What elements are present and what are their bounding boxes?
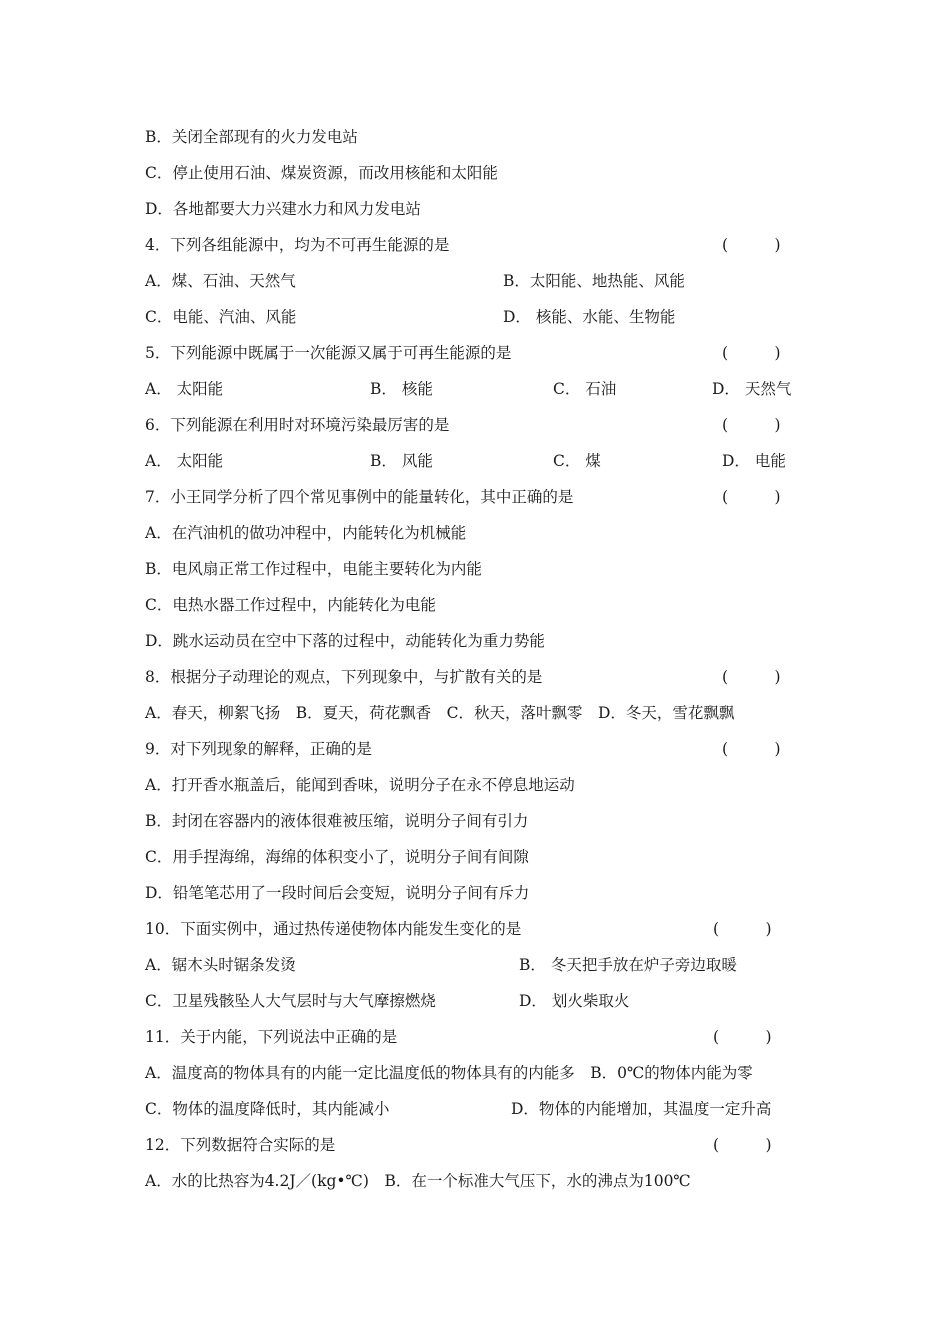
q9-stem: 9．对下列现象的解释，正确的是	[145, 740, 372, 758]
q5-answer-bracket: ( )	[722, 344, 781, 362]
q8-options: A．春天，柳絮飞扬 B．夏天，荷花飘香 C．秋天，落叶飘零 D．冬天，雪花飘飘	[145, 704, 735, 722]
q3-option-d: D．各地都要大力兴建水力和风力发电站	[145, 200, 421, 218]
q3-option-b: B．关闭全部现有的火力发电站	[145, 128, 358, 146]
q6-answer-bracket: ( )	[722, 416, 781, 434]
q4-stem: 4．下列各组能源中，均为不可再生能源的是	[145, 236, 450, 254]
q7-answer-bracket: ( )	[722, 488, 781, 506]
q6-option-a: A． 太阳能	[145, 452, 224, 470]
q7-option-d: D．跳水运动员在空中下落的过程中，动能转化为重力势能	[145, 632, 545, 650]
q4-option-d: D． 核能、水能、生物能	[503, 308, 676, 326]
q11-option-c: C．物体的温度降低时，其内能减小	[145, 1100, 390, 1118]
q11-stem: 11．关于内能，下列说法中正确的是	[145, 1028, 398, 1046]
q4-answer-bracket: ( )	[722, 236, 781, 254]
q9-answer-bracket: ( )	[722, 740, 781, 758]
q4-option-b: B．太阳能、地热能、风能	[503, 272, 685, 290]
q11-answer-bracket: ( )	[713, 1028, 772, 1046]
q7-stem: 7．小王同学分析了四个常见事例中的能量转化，其中正确的是	[145, 488, 574, 506]
q7-option-c: C．电热水器工作过程中，内能转化为电能	[145, 596, 436, 614]
q10-option-c: C．卫星残骸坠人大气层时与大气摩擦燃烧	[145, 992, 436, 1010]
q10-option-a: A．锯木头时锯条发烫	[145, 956, 296, 974]
q7-option-b: B．电风扇正常工作过程中，电能主要转化为内能	[145, 560, 482, 578]
q7-option-a: A．在汽油机的做功冲程中，内能转化为机械能	[145, 524, 467, 542]
q8-answer-bracket: ( )	[722, 668, 781, 686]
q10-answer-bracket: ( )	[713, 920, 772, 938]
q5-option-b: B． 核能	[370, 380, 433, 398]
q10-stem: 10．下面实例中，通过热传递使物体内能发生变化的是	[145, 920, 522, 938]
q9-option-d: D．铅笔笔芯用了一段时间后会变短，说明分子间有斥力	[145, 884, 530, 902]
q6-option-c: C． 煤	[553, 452, 601, 470]
q3-option-c: C．停止使用石油、煤炭资源，而改用核能和太阳能	[145, 164, 498, 182]
q10-option-b: B． 冬天把手放在炉子旁边取暖	[519, 956, 737, 974]
q11-options-ab: A．温度高的物体具有的内能一定比温度低的物体具有的内能多 B．0℃的物体内能为零	[145, 1064, 753, 1082]
q6-option-d: D． 电能	[722, 452, 786, 470]
q6-option-b: B． 风能	[370, 452, 433, 470]
q9-option-c: C．用手捏海绵，海绵的体积变小了，说明分子间有间隙	[145, 848, 529, 866]
q11-option-d: D．物体的内能增加，其温度一定升高	[511, 1100, 772, 1118]
q4-option-c: C．电能、汽油、风能	[145, 308, 297, 326]
q4-option-a: A．煤、石油、天然气	[145, 272, 296, 290]
q12-answer-bracket: ( )	[713, 1136, 772, 1154]
q5-option-d: D． 天然气	[712, 380, 792, 398]
q6-stem: 6．下列能源在利用时对环境污染最厉害的是	[145, 416, 450, 434]
q12-stem: 12．下列数据符合实际的是	[145, 1136, 336, 1154]
q5-option-a: A． 太阳能	[145, 380, 224, 398]
q5-option-c: C． 石油	[553, 380, 617, 398]
q12-options-ab: A．水的比热容为4.2J／(kg•℃) B．在一个标准大气压下，水的沸点为100℃	[145, 1172, 691, 1190]
q5-stem: 5．下列能源中既属于一次能源又属于可再生能源的是	[145, 344, 512, 362]
q9-option-a: A．打开香水瓶盖后，能闻到香味，说明分子在永不停息地运动	[145, 776, 575, 794]
q8-stem: 8．根据分子动理论的观点，下列现象中，与扩散有关的是	[145, 668, 543, 686]
q10-option-d: D． 划火柴取火	[519, 992, 630, 1010]
q9-option-b: B．封闭在容器内的液体很难被压缩，说明分子间有引力	[145, 812, 529, 830]
